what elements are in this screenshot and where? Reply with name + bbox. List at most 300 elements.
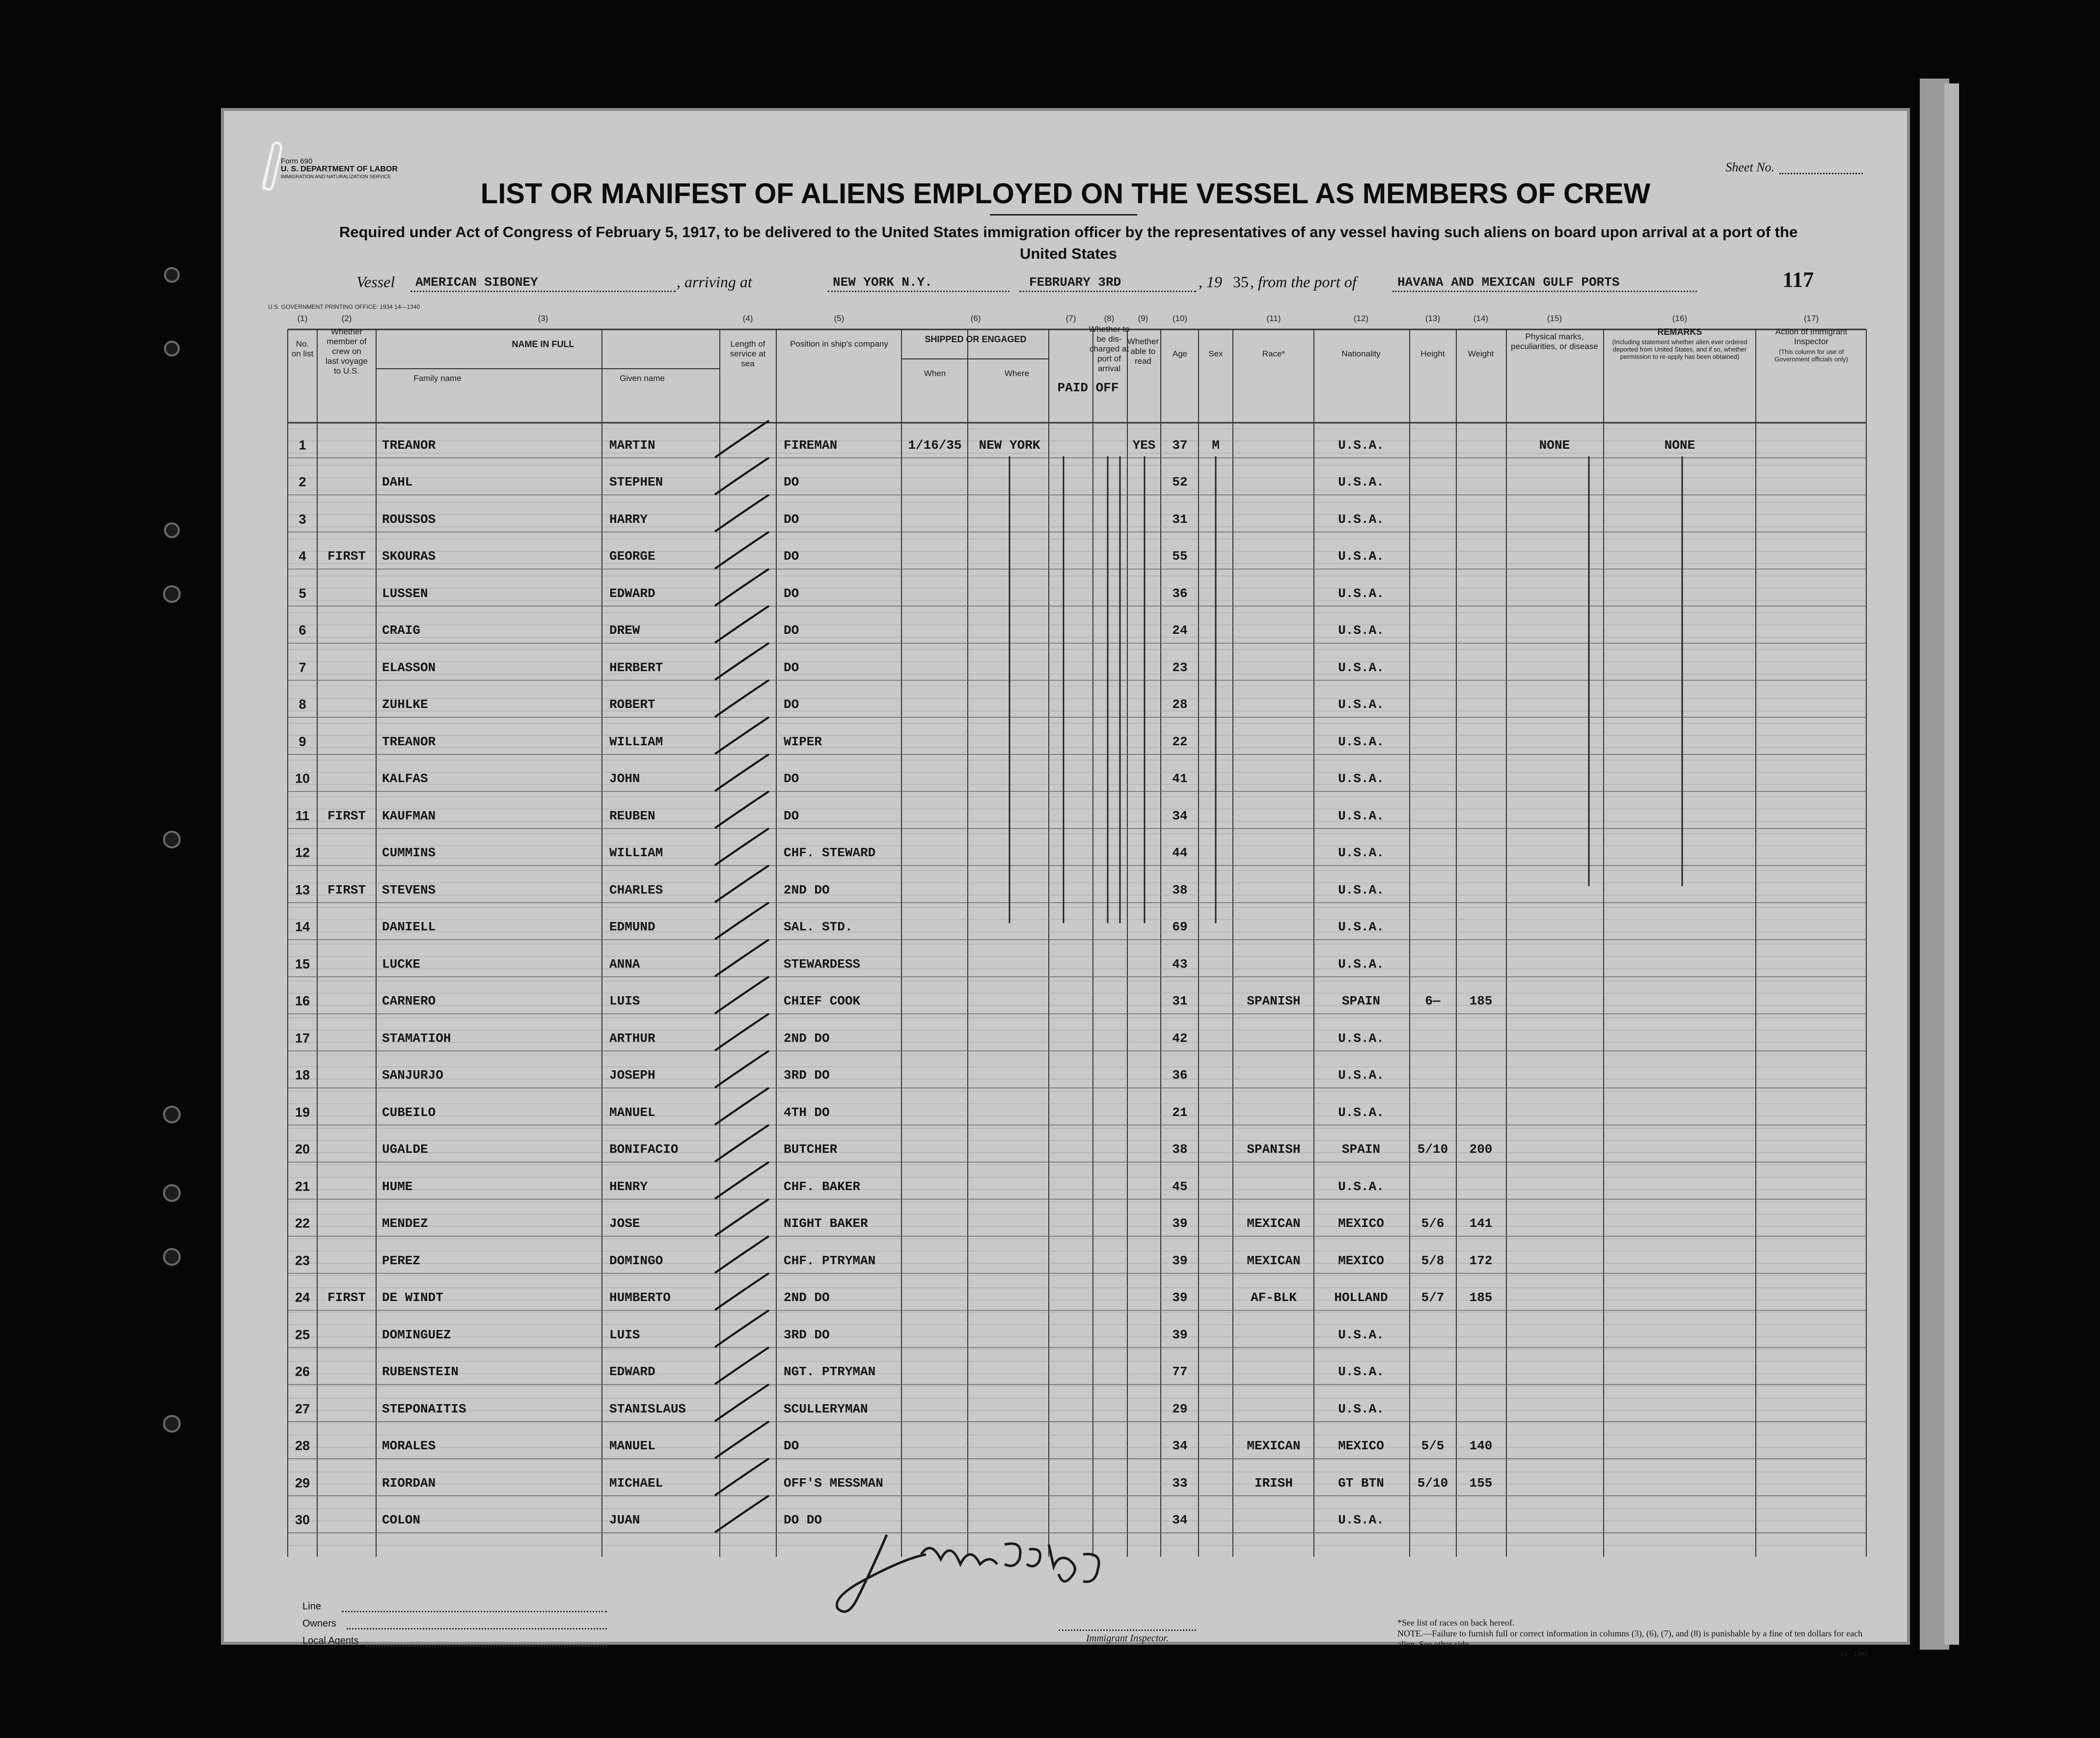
row-number: 7 bbox=[299, 660, 306, 675]
given-name-cell: EDMUND bbox=[609, 920, 655, 935]
vessel-name: AMERICAN SIBONEY bbox=[415, 275, 538, 290]
given-name-cell: JOHN bbox=[609, 771, 640, 787]
header-height: Height bbox=[1420, 349, 1445, 358]
row-number: 1 bbox=[299, 437, 306, 453]
footer-line-field bbox=[342, 1611, 607, 1612]
header-shipped-engaged: SHIPPED OR ENGAGED bbox=[925, 334, 1027, 344]
footer-line-label: Line bbox=[302, 1601, 321, 1612]
position-cell: FIREMAN bbox=[784, 437, 838, 453]
family-name-cell: ROUSSOS bbox=[382, 512, 436, 527]
family-name-cell: ELASSON bbox=[382, 660, 436, 675]
header-last-voyage: Whether member of crew on last voyage to U.S. bbox=[326, 327, 368, 376]
family-name-cell: ZUHLKE bbox=[382, 697, 428, 712]
weight-cell: 185 bbox=[1469, 994, 1493, 1009]
weight-cell: 141 bbox=[1469, 1216, 1493, 1231]
service-tick-mark bbox=[715, 940, 769, 977]
family-name-cell: STAMATIOH bbox=[382, 1031, 451, 1046]
footer-note bbox=[1397, 1617, 1869, 1650]
position-cell: 2ND DO bbox=[784, 882, 830, 897]
row-number: 18 bbox=[295, 1067, 310, 1083]
nationality-cell: U.S.A. bbox=[1338, 549, 1384, 564]
able-to-read-cell: YES bbox=[1132, 437, 1156, 453]
position-cell: 3RD DO bbox=[784, 1068, 830, 1083]
vessel-label: Vessel bbox=[356, 273, 395, 291]
given-name-cell: STEPHEN bbox=[609, 475, 663, 490]
nationality-cell: U.S.A. bbox=[1338, 512, 1384, 527]
header-inspector-action-detail: (This column for use of Government officials only) bbox=[1774, 348, 1849, 363]
row-number: 23 bbox=[295, 1253, 310, 1268]
sheet-no-field bbox=[1779, 173, 1863, 174]
nationality-cell: U.S.A. bbox=[1338, 1327, 1384, 1342]
arrival-port: NEW YORK N.Y. bbox=[833, 275, 932, 290]
sex-cell: M bbox=[1212, 437, 1220, 453]
given-name-cell: HERBERT bbox=[609, 660, 663, 675]
row-number: 20 bbox=[295, 1141, 310, 1157]
race-cell: MEXICAN bbox=[1247, 1439, 1301, 1454]
race-cell: AF-BLK bbox=[1251, 1290, 1297, 1305]
last-voyage-cell: FIRST bbox=[327, 549, 366, 564]
sheet-number: 117 bbox=[1782, 268, 1814, 292]
row-number: 4 bbox=[299, 548, 306, 564]
header-weight: Weight bbox=[1468, 349, 1494, 358]
age-cell: 31 bbox=[1172, 994, 1188, 1009]
header-length-service: Length of service at sea bbox=[730, 339, 766, 368]
height-cell: 5/5 bbox=[1421, 1439, 1445, 1454]
header-race: Race* bbox=[1262, 349, 1285, 358]
given-name-cell: DOMINGO bbox=[609, 1253, 663, 1268]
form-id-line: IMMIGRATION AND NATURALIZATION SERVICE bbox=[281, 174, 391, 180]
nationality-cell: MEXICO bbox=[1338, 1253, 1384, 1268]
family-name-cell: UGALDE bbox=[382, 1142, 428, 1157]
service-tick-mark bbox=[715, 1347, 769, 1384]
given-name-cell: HARRY bbox=[609, 512, 648, 527]
nationality-cell: U.S.A. bbox=[1338, 882, 1384, 897]
family-name-cell: STEPONAITIS bbox=[382, 1401, 466, 1416]
crew-table bbox=[268, 310, 1888, 1557]
header-name-in-full: NAME IN FULL bbox=[512, 339, 574, 349]
nationality-cell: U.S.A. bbox=[1338, 1401, 1384, 1416]
header-remarks-detail: (Including statement whether alien ever ordered deported from United States, and if so, whether permission to re-apply has been obtained) bbox=[1612, 338, 1747, 360]
position-cell: DO DO bbox=[784, 1513, 822, 1528]
row-number: 10 bbox=[295, 771, 310, 786]
position-cell: WIPER bbox=[784, 734, 822, 749]
inspector-signature bbox=[828, 1525, 1142, 1623]
position-cell: DO bbox=[784, 808, 799, 823]
header-family-name: Family name bbox=[413, 374, 462, 383]
column-number: (9) bbox=[1138, 314, 1148, 323]
nationality-cell: SPAIN bbox=[1341, 1142, 1381, 1157]
service-tick-mark bbox=[715, 532, 769, 569]
age-cell: 43 bbox=[1172, 956, 1188, 972]
service-tick-mark bbox=[715, 569, 769, 606]
age-cell: 38 bbox=[1172, 882, 1188, 897]
age-cell: 39 bbox=[1172, 1253, 1188, 1268]
physical-marks-cell: NONE bbox=[1539, 437, 1570, 453]
race-cell: MEXICAN bbox=[1247, 1253, 1301, 1268]
service-tick-mark bbox=[715, 1310, 769, 1347]
age-cell: 52 bbox=[1172, 475, 1188, 490]
given-name-cell: WILLIAM bbox=[609, 734, 663, 749]
service-tick-mark bbox=[715, 1088, 769, 1125]
age-cell: 28 bbox=[1172, 697, 1188, 712]
family-name-cell: DOMINGUEZ bbox=[382, 1327, 451, 1342]
race-cell: SPANISH bbox=[1247, 1142, 1301, 1157]
footer-owners-label: Owners bbox=[302, 1618, 336, 1629]
race-note: *See list of races on back hereof. bbox=[1397, 1618, 1515, 1628]
page-title: LIST OR MANIFEST OF ALIENS EMPLOYED ON THE VESSEL AS MEMBERS OF CREW bbox=[480, 178, 1651, 210]
nationality-cell: U.S.A. bbox=[1338, 920, 1384, 935]
column-number: (17) bbox=[1803, 314, 1819, 323]
service-tick-mark bbox=[715, 1495, 769, 1532]
given-name-cell: MARTIN bbox=[609, 437, 655, 453]
service-tick-mark bbox=[715, 495, 769, 532]
nationality-cell: MEXICO bbox=[1338, 1216, 1384, 1231]
given-name-cell: JOSE bbox=[609, 1216, 640, 1231]
title-rule bbox=[990, 214, 1137, 216]
column-number: (6) bbox=[970, 314, 981, 323]
from-port-label: , from the port of bbox=[1250, 273, 1357, 291]
position-cell: CHIEF COOK bbox=[784, 994, 861, 1009]
height-cell: 6— bbox=[1425, 994, 1441, 1009]
column-number: (3) bbox=[538, 314, 548, 323]
family-name-cell: CUMMINS bbox=[382, 845, 436, 861]
family-name-cell: SANJURJO bbox=[382, 1068, 443, 1083]
age-cell: 33 bbox=[1172, 1475, 1188, 1491]
column-number: (15) bbox=[1547, 314, 1562, 323]
position-cell: 2ND DO bbox=[784, 1290, 830, 1305]
position-cell: CHF. PTRYMAN bbox=[784, 1253, 876, 1268]
service-tick-mark bbox=[715, 1385, 769, 1421]
row-number: 16 bbox=[295, 993, 310, 1008]
age-cell: 23 bbox=[1172, 660, 1188, 675]
table-grid-lines bbox=[268, 310, 1888, 1557]
service-tick-mark bbox=[715, 1236, 769, 1273]
given-name-cell: HUMBERTO bbox=[609, 1290, 671, 1305]
nationality-cell: U.S.A. bbox=[1338, 586, 1384, 601]
row-number: 8 bbox=[299, 697, 306, 712]
position-cell: DO bbox=[784, 697, 799, 712]
vessel-line bbox=[224, 273, 1913, 302]
row-number: 29 bbox=[295, 1475, 310, 1491]
age-cell: 24 bbox=[1172, 623, 1188, 638]
note-label: NOTE. bbox=[1397, 1629, 1423, 1638]
weight-cell: 140 bbox=[1469, 1439, 1493, 1454]
nationality-cell: U.S.A. bbox=[1338, 734, 1384, 749]
given-name-cell: GEORGE bbox=[609, 549, 655, 564]
header-discharged: Whether to be dis-charged at port of arrival bbox=[1089, 325, 1130, 373]
position-cell: SAL. STD. bbox=[784, 920, 853, 935]
nationality-cell: U.S.A. bbox=[1338, 660, 1384, 675]
service-tick-mark bbox=[715, 1125, 769, 1162]
family-name-cell: COLON bbox=[382, 1513, 421, 1528]
column-number: (7) bbox=[1065, 314, 1076, 323]
service-tick-mark bbox=[715, 1014, 769, 1051]
family-name-cell: TREANOR bbox=[382, 734, 436, 749]
form-code: 14—1340 bbox=[1840, 1650, 1868, 1657]
age-cell: 45 bbox=[1172, 1179, 1188, 1194]
header-position: Position in ship's company bbox=[790, 339, 888, 349]
row-number: 17 bbox=[295, 1031, 310, 1046]
nationality-cell: HOLLAND bbox=[1334, 1290, 1388, 1305]
service-tick-mark bbox=[715, 458, 769, 494]
column-number: (12) bbox=[1353, 314, 1369, 323]
header-inspector-action: Action of Immigrant Inspector bbox=[1775, 327, 1848, 346]
family-name-cell: TREANOR bbox=[382, 437, 436, 453]
arrival-year: 35 bbox=[1233, 273, 1249, 291]
nationality-cell: U.S.A. bbox=[1338, 1031, 1384, 1046]
position-cell: DO bbox=[784, 549, 799, 564]
remarks-cell: NONE bbox=[1664, 437, 1695, 453]
row-number: 27 bbox=[295, 1401, 310, 1416]
row-number: 5 bbox=[299, 586, 306, 601]
column-number: (8) bbox=[1104, 314, 1115, 323]
nationality-cell: U.S.A. bbox=[1338, 1105, 1384, 1120]
nationality-cell: GT BTN bbox=[1338, 1475, 1384, 1491]
nationality-cell: SPAIN bbox=[1341, 994, 1381, 1009]
position-cell: 4TH DO bbox=[784, 1105, 830, 1120]
position-cell: DO bbox=[784, 475, 799, 490]
family-name-cell: RUBENSTEIN bbox=[382, 1364, 459, 1380]
nationality-cell: U.S.A. bbox=[1338, 771, 1384, 787]
family-name-cell: DANIELL bbox=[382, 920, 436, 935]
nationality-cell: U.S.A. bbox=[1338, 475, 1384, 490]
row-number: 19 bbox=[295, 1105, 310, 1120]
age-cell: 36 bbox=[1172, 1068, 1188, 1083]
position-cell: NIGHT BAKER bbox=[784, 1216, 868, 1231]
row-number: 12 bbox=[295, 845, 310, 860]
arriving-label: , arriving at bbox=[677, 273, 752, 291]
header-physical-marks: Physical marks, peculiarities, or disease bbox=[1511, 332, 1598, 351]
header-where: Where bbox=[1004, 369, 1030, 378]
family-name-cell: LUSSEN bbox=[382, 586, 428, 601]
row-number: 26 bbox=[295, 1364, 310, 1379]
service-tick-mark bbox=[715, 1273, 769, 1310]
family-name-cell: PEREZ bbox=[382, 1253, 421, 1268]
column-number: (4) bbox=[742, 314, 753, 323]
service-tick-mark bbox=[715, 1459, 769, 1495]
race-cell: IRISH bbox=[1254, 1475, 1293, 1491]
position-cell: DO bbox=[784, 660, 799, 675]
nationality-cell: U.S.A. bbox=[1338, 437, 1384, 453]
note-text: —Failure to furnish full or correct information in columns (3), (6), (7), and (8) is punishable by a fine of ten dollars for each alien. See other side. bbox=[1397, 1629, 1863, 1649]
family-name-cell: CUBEILO bbox=[382, 1105, 436, 1120]
header-nationality: Nationality bbox=[1341, 349, 1381, 358]
form-id-line: U. S. DEPARTMENT OF LABOR bbox=[281, 165, 398, 173]
nationality-cell: U.S.A. bbox=[1338, 808, 1384, 823]
age-cell: 22 bbox=[1172, 734, 1188, 749]
position-cell: CHF. BAKER bbox=[784, 1179, 861, 1194]
age-cell: 69 bbox=[1172, 920, 1188, 935]
nationality-cell: U.S.A. bbox=[1338, 1068, 1384, 1083]
arrival-date: FEBRUARY 3RD bbox=[1029, 275, 1121, 290]
age-cell: 34 bbox=[1172, 1513, 1188, 1528]
nationality-cell: U.S.A. bbox=[1338, 1513, 1384, 1528]
family-name-cell: LUCKE bbox=[382, 956, 421, 972]
weight-cell: 172 bbox=[1469, 1253, 1493, 1268]
weight-cell: 200 bbox=[1469, 1142, 1493, 1157]
given-name-cell: CHARLES bbox=[609, 882, 663, 897]
given-name-cell: STANISLAUS bbox=[609, 1401, 686, 1416]
form-id-line: Form 690 bbox=[281, 157, 313, 165]
last-voyage-cell: FIRST bbox=[327, 882, 366, 897]
header-no-on-list: No. on list bbox=[291, 339, 314, 358]
departure-port: HAVANA AND MEXICAN GULF PORTS bbox=[1397, 275, 1620, 290]
column-number: (14) bbox=[1473, 314, 1489, 323]
header-sex: Sex bbox=[1208, 349, 1223, 358]
age-cell: 44 bbox=[1172, 845, 1188, 861]
service-tick-mark bbox=[715, 902, 769, 939]
manifest-sheet bbox=[221, 108, 1910, 1657]
footer-owners-field bbox=[347, 1628, 607, 1629]
position-cell: DO bbox=[784, 623, 799, 638]
row-number: 24 bbox=[295, 1290, 310, 1305]
given-name-cell: WILLIAM bbox=[609, 845, 663, 861]
family-name-cell: KAUFMAN bbox=[382, 808, 436, 823]
service-tick-mark bbox=[715, 421, 769, 458]
row-number: 25 bbox=[295, 1327, 310, 1342]
age-cell: 37 bbox=[1172, 437, 1188, 453]
header-able-read: Whether able to read bbox=[1127, 337, 1159, 366]
row-number: 15 bbox=[295, 956, 310, 972]
age-cell: 39 bbox=[1172, 1290, 1188, 1305]
header-when: When bbox=[924, 369, 946, 378]
column-number: (10) bbox=[1172, 314, 1188, 323]
given-name-cell: ANNA bbox=[609, 956, 640, 972]
immigrant-inspector-label: Immigrant Inspector. bbox=[1059, 1629, 1196, 1644]
nationality-cell: U.S.A. bbox=[1338, 1179, 1384, 1194]
last-voyage-cell: FIRST bbox=[327, 808, 366, 823]
nationality-cell: U.S.A. bbox=[1338, 1364, 1384, 1380]
printing-office-line: U.S. GOVERNMENT PRINTING OFFICE: 1934 14—1340 bbox=[268, 303, 420, 310]
family-name-cell: CARNERO bbox=[382, 994, 436, 1009]
page-edge-inner bbox=[1944, 83, 1959, 1645]
position-cell: CHF. STEWARD bbox=[784, 845, 876, 861]
nationality-cell: U.S.A. bbox=[1338, 623, 1384, 638]
column-number: (2) bbox=[341, 314, 352, 323]
given-name-cell: MANUEL bbox=[609, 1105, 655, 1120]
row-number: 13 bbox=[295, 882, 310, 897]
column-number: (11) bbox=[1266, 314, 1281, 323]
age-cell: 29 bbox=[1172, 1401, 1188, 1416]
service-tick-mark bbox=[715, 828, 769, 865]
year-prefix: , 19 bbox=[1199, 273, 1222, 291]
age-cell: 34 bbox=[1172, 1439, 1188, 1454]
position-cell: STEWARDESS bbox=[784, 956, 861, 972]
age-cell: 34 bbox=[1172, 808, 1188, 823]
family-name-cell: SKOURAS bbox=[382, 549, 436, 564]
header-given-name: Given name bbox=[620, 374, 665, 383]
age-cell: 41 bbox=[1172, 771, 1188, 787]
position-cell: OFF'S MESSMAN bbox=[784, 1475, 883, 1491]
column-number: (16) bbox=[1672, 314, 1688, 323]
given-name-cell: DREW bbox=[609, 623, 640, 638]
shipped-when-cell: 1/16/35 bbox=[908, 437, 962, 453]
family-name-cell: MORALES bbox=[382, 1439, 436, 1454]
age-cell: 36 bbox=[1172, 586, 1188, 601]
given-name-cell: MICHAEL bbox=[609, 1475, 663, 1491]
service-tick-mark bbox=[715, 1421, 769, 1458]
age-cell: 42 bbox=[1172, 1031, 1188, 1046]
row-number: 9 bbox=[299, 734, 306, 749]
last-voyage-cell: FIRST bbox=[327, 1290, 366, 1305]
race-cell: MEXICAN bbox=[1247, 1216, 1301, 1231]
page-subtitle: Required under Act of Congress of February 5, 1917, to be delivered to the United States immigration officer by the representatives of any vessel having such aliens on board upon arrival at a port of the United States bbox=[339, 223, 1798, 262]
service-tick-mark bbox=[715, 643, 769, 680]
family-name-cell: STEVENS bbox=[382, 882, 436, 897]
family-name-cell: HUME bbox=[382, 1179, 413, 1194]
arrival-port-line bbox=[828, 291, 1009, 292]
age-cell: 55 bbox=[1172, 549, 1188, 564]
service-tick-mark bbox=[715, 1162, 769, 1199]
position-cell: DO bbox=[784, 1439, 799, 1454]
given-name-cell: BONIFACIO bbox=[609, 1142, 679, 1157]
position-cell: DO bbox=[784, 586, 799, 601]
given-name-cell: HENRY bbox=[609, 1179, 648, 1194]
age-cell: 21 bbox=[1172, 1105, 1188, 1120]
service-tick-mark bbox=[715, 977, 769, 1013]
family-name-cell: MENDEZ bbox=[382, 1216, 428, 1231]
vessel-name-line bbox=[410, 291, 676, 292]
header-age: Age bbox=[1172, 349, 1188, 358]
age-cell: 31 bbox=[1172, 512, 1188, 527]
nationality-cell: MEXICO bbox=[1338, 1439, 1384, 1454]
service-tick-mark bbox=[715, 866, 769, 902]
paid-off-annotation: PAID OFF bbox=[1057, 380, 1119, 395]
row-number: 3 bbox=[299, 512, 306, 527]
position-cell: NGT. PTRYMAN bbox=[784, 1364, 876, 1380]
footer-agents-field bbox=[366, 1645, 607, 1647]
age-cell: 39 bbox=[1172, 1216, 1188, 1231]
given-name-cell: ROBERT bbox=[609, 697, 655, 712]
row-number: 6 bbox=[299, 623, 306, 638]
given-name-cell: JOSEPH bbox=[609, 1068, 655, 1083]
nationality-cell: U.S.A. bbox=[1338, 956, 1384, 972]
position-cell: BUTCHER bbox=[784, 1142, 838, 1157]
footer-agents-label: Local Agents bbox=[302, 1635, 359, 1646]
given-name-cell: JUAN bbox=[609, 1513, 640, 1528]
position-cell: SCULLERYMAN bbox=[784, 1401, 868, 1416]
position-cell: 3RD DO bbox=[784, 1327, 830, 1342]
service-tick-mark bbox=[715, 1051, 769, 1087]
row-number: 21 bbox=[295, 1179, 310, 1194]
family-name-cell: RIORDAN bbox=[382, 1475, 436, 1491]
family-name-cell: KALFAS bbox=[382, 771, 428, 787]
row-number: 14 bbox=[295, 919, 310, 934]
nationality-cell: U.S.A. bbox=[1338, 697, 1384, 712]
height-cell: 5/10 bbox=[1417, 1142, 1448, 1157]
weight-cell: 185 bbox=[1469, 1290, 1493, 1305]
service-tick-mark bbox=[715, 754, 769, 791]
weight-cell: 155 bbox=[1469, 1475, 1493, 1491]
height-cell: 5/7 bbox=[1421, 1290, 1445, 1305]
position-cell: DO bbox=[784, 771, 799, 787]
family-name-cell: DAHL bbox=[382, 475, 413, 490]
nationality-cell: U.S.A. bbox=[1338, 845, 1384, 861]
given-name-cell: LUIS bbox=[609, 1327, 640, 1342]
given-name-cell: EDWARD bbox=[609, 1364, 655, 1380]
given-name-cell: ARTHUR bbox=[609, 1031, 655, 1046]
column-number: (1) bbox=[297, 314, 308, 323]
shipped-where-cell: NEW YORK bbox=[979, 437, 1040, 453]
service-tick-mark bbox=[715, 1199, 769, 1236]
row-number: 22 bbox=[295, 1216, 310, 1231]
height-cell: 5/8 bbox=[1421, 1253, 1445, 1268]
column-number: (5) bbox=[834, 314, 845, 323]
family-name-cell: DE WINDT bbox=[382, 1290, 443, 1305]
height-cell: 5/10 bbox=[1417, 1475, 1448, 1491]
family-name-cell: CRAIG bbox=[382, 623, 421, 638]
row-number: 28 bbox=[295, 1438, 310, 1453]
